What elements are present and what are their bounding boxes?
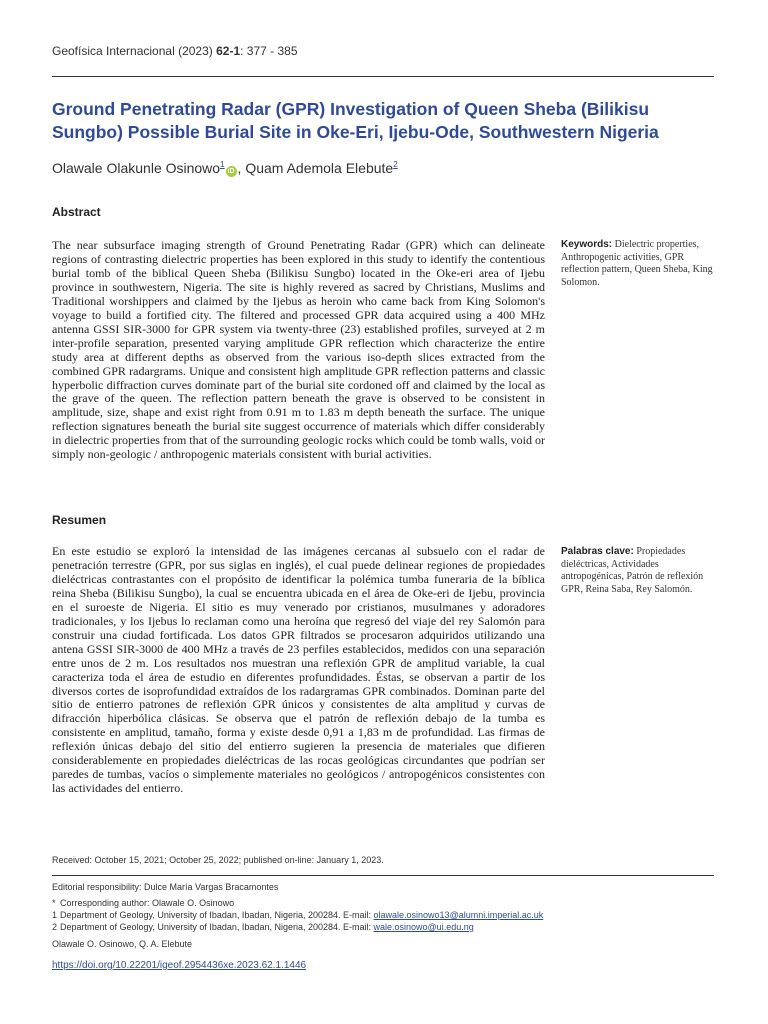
doi-link-wrapper xyxy=(52,960,306,971)
author-separator: , xyxy=(237,160,246,176)
received-dates: Received: October 15, 2021; October 25, 2022; published on-line: January 1, 2023. xyxy=(52,855,384,865)
keywords-block xyxy=(561,239,721,289)
keywords-label: Keywords: xyxy=(561,239,613,250)
orcid-icon[interactable]: iD xyxy=(227,168,235,175)
affiliation-1 xyxy=(52,910,543,920)
palabras-clave-block xyxy=(561,546,721,596)
affiliation-2-email-link[interactable]: wale.osinowo@ui.edu.ng xyxy=(373,922,474,932)
corresponding-author xyxy=(52,898,234,908)
corresponding-text: Corresponding author: Olawale O. Osinowo xyxy=(60,898,235,908)
author-1-affiliation-link[interactable]: 1 xyxy=(220,160,225,169)
author-2-name: Quam Ademola Elebute xyxy=(245,160,394,176)
header-divider xyxy=(52,76,714,77)
corresponding-mark: * xyxy=(52,898,56,908)
affiliation-1-email-link[interactable]: olawale.osinowo13@alumni.imperial.ac.uk xyxy=(373,910,544,920)
abstract-heading: Abstract xyxy=(52,205,101,219)
journal-name: Geofísica Internacional (2023) xyxy=(52,44,217,58)
author-list xyxy=(52,160,398,177)
journal-volume: 62-1 xyxy=(216,44,241,58)
doi-link[interactable]: https://doi.org/10.22201/igeof.2954436xe.2023.62.1.1446 xyxy=(52,960,307,971)
journal-pages: : 377 - 385 xyxy=(240,44,298,58)
journal-citation xyxy=(52,44,298,58)
short-author-list: Olawale O. Osinowo, Q. A. Elebute xyxy=(52,939,193,949)
resumen-heading: Resumen xyxy=(52,513,107,527)
article-title: Ground Penetrating Radar (GPR) Investigation of Queen Sheba (Bilikisu Sungbo) Possible Burial Site in Oke-Eri, Ijebu-Ode, Southwestern Nigeria xyxy=(52,99,659,142)
author-2-affiliation-link[interactable]: 2 xyxy=(393,160,398,169)
keywords-text: Dielectric properties, Anthropogenic activities, GPR reflection pattern, Queen Sheba, King Solomon. xyxy=(561,239,713,288)
footer-divider xyxy=(52,875,714,876)
resumen-body: En este estudio se exploró la intensidad de las imágenes cercanas al subsuelo con el radar de penetración terrestre (GPR, por sus siglas en inglés), el cual puede delinear regiones de propiedades dieléctricas contrastantes con el propósito de identificar la polémica tumba funeraria de la bíblica reina Sheba (Bilikisu Sungbo), la cual se encuentra ubicada en el área de Oke-eri de Ijebu, provincia en el suroeste de Nigeria. El sitio es muy venerado por cristianos, musulmanes y adoradores tradicionales, y los Ijebus lo reclaman como una heroína que regresó del viaje del rey Salomón para construir una ciudad fortificada. Los datos GPR filtrados se procesaron adquiridos utilizando una antena GSSI SIR-3000 de 400 MHz a través de 23 perfiles establecidos, medidos con una separación entre unos de 2 m. Los resultados nos muestran una reflexión GPR de amplitud variable, la cual caracteriza toda el área de estudio en diferentes profundidades. Éstas, se observan a partir de los diversos cortes de isoprofundidad extraídos de los radargramas GPR combinados. Dominan parte del sitio de entierro patrones de reflexión GPR únicos y consistentes de alta amplitud y curvas de difracción hiperbólica clásicas. Se observa que el patrón de reflexión debajo de la tumba es consistente en amplitud, tamaño, forma y existe desde 0,91 a 1,83 m de profundidad. Las firmas de reflexión únicas debajo del sitio del entierro sugieren la presencia de materiales que difieren considerablemente en propiedades dieléctricas de las rocas geológicas circundantes que podrían ser paredes de tumbas, vacíos o simplemente materiales no geológicos / antropogénicos consistentes con las actividades del entierro. xyxy=(52,544,545,796)
author-1-name: Olawale Olakunle Osinowo xyxy=(52,160,221,176)
affiliation-2-mark: 2 xyxy=(52,922,58,932)
affiliation-1-text: Department of Geology, University of Ibadan, Ibadan, Nigeria, 200284. E-mail: xyxy=(60,910,374,920)
palabras-clave-label: Palabras clave: xyxy=(561,546,634,557)
palabras-clave-text: Propiedades dieléctricas, Actividades antropogénicas, Patrón de reflexión GPR, Reina Saba, Rey Salomón. xyxy=(561,546,704,595)
affiliation-2 xyxy=(52,922,474,932)
affiliation-1-mark: 1 xyxy=(52,910,58,920)
affiliation-2-text: Department of Geology, University of Ibadan, Ibadan, Nigeria, 200284. E-mail: xyxy=(60,922,374,932)
editorial-responsibility: Editorial responsibility: Dulce María Vargas Bracamontes xyxy=(52,882,279,892)
abstract-body: The near subsurface imaging strength of Ground Penetrating Radar (GPR) which can delineate regions of contrasting dielectric properties has been explored in this study to identify the contentious burial tomb of the biblical Queen Sheba (Bilikisu Sungbo) located in the Oke-eri area of Ijebu province in southwestern, Nigeria. The site is highly revered as sacred by Christians, Muslims and Traditional worshippers and claimed by the Ijebus as heroin who came back from King Solomon's voyage to build a fortified city. The filtered and processed GPR data acquired using a 400 MHz antenna GSSI SIR-3000 for GPR system via twenty-three (23) established profiles, surveyed at 2 m inter-profile separation, presented varying amplitude GPR reflection which characterize the entire study area at different depths as observed from the various iso-depth slices extracted from the combined GPR radargrams. Unique and consistent high amplitude GPR reflection patterns and classic hyperbolic diffraction curves dominate part of the burial site cordoned off and claimed by the local as the grave of the queen. The reflection pattern beneath the grave is observed to be consistent in amplitude, size, shape and exist right from 0.91 m to 1.83 m depth beneath the surface. The unique reflection signatures beneath the burial site suggest occurrence of materials which differ considerably in dielectric properties from that of the surrounding geologic rocks which could be tomb walls, void or simply non-geologic / anthropogenic materials consistent with burial activities. xyxy=(52,238,545,462)
